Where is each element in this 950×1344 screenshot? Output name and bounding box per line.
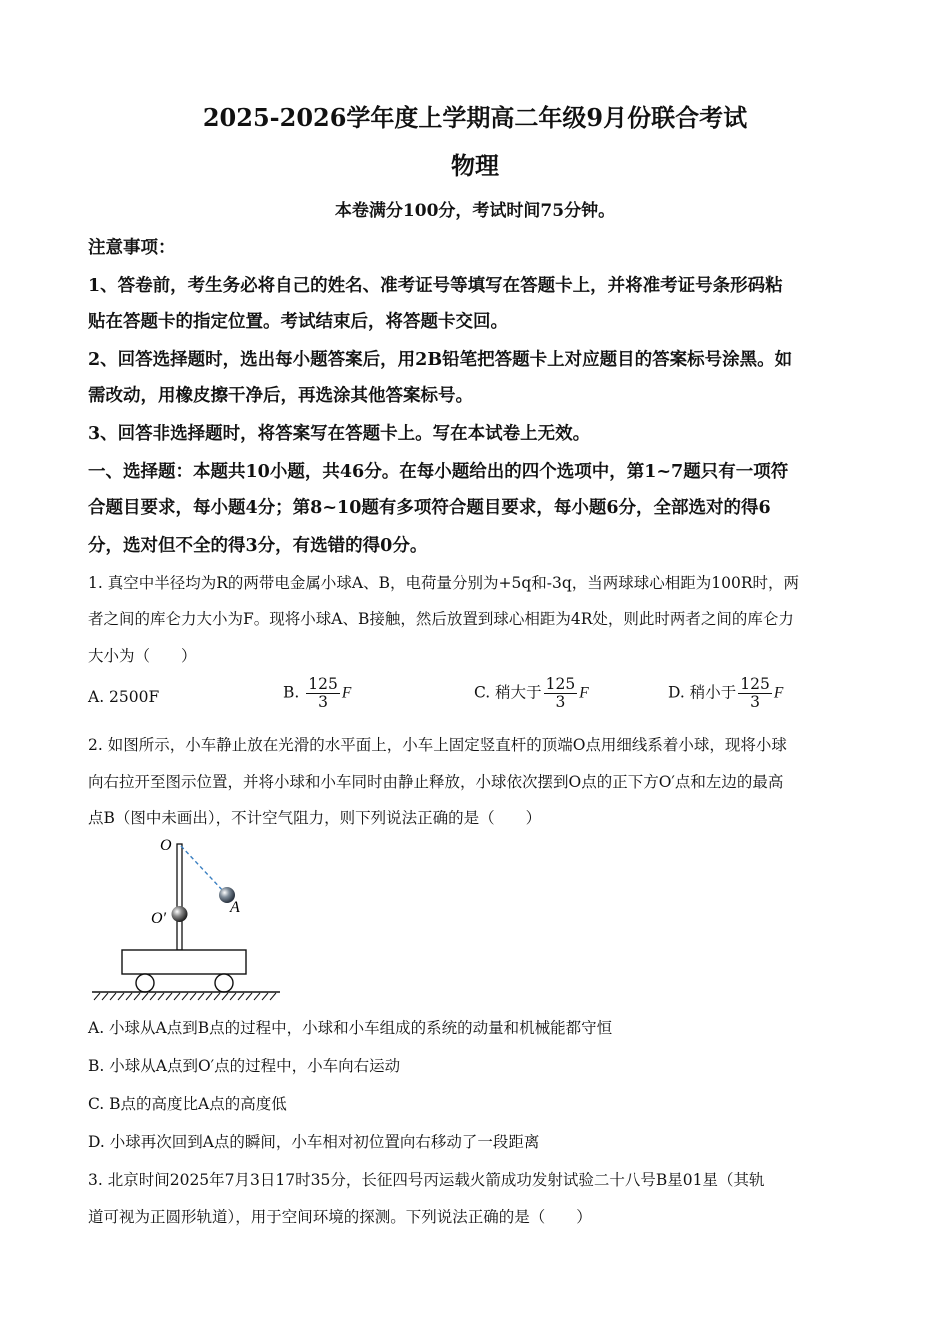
ground-hatching bbox=[94, 993, 276, 1000]
notes-heading: 注意事项： bbox=[88, 238, 176, 258]
note-3: 3、回答非选择题时，将答案写在答题卡上。写在本试卷上无效。 bbox=[88, 424, 591, 444]
q2-line-1: 2. 如图所示，小车静止放在光滑的水平面上，小车上固定竖直杆的顶端O点用细线系着小球，现将小球 bbox=[88, 736, 787, 754]
q1-option-d-prefix: D. 稍小于 bbox=[668, 683, 737, 702]
fraction-denominator: 3 bbox=[555, 693, 566, 712]
note-2-line-1: 2、回答选择题时，选出每小题答案后，用2B铅笔把答题卡上对应题目的答案标号涂黑。如 bbox=[88, 350, 793, 370]
q1-line-1: 1. 真空中半径均为R的两带电金属小球A、B，电荷量分别为+5q和-3q，当两球球心相距为100R时，两 bbox=[88, 574, 800, 592]
q1-line-2: 者之间的库仑力大小为F。现将小球A、B接触，然后放置到球心相距为4R处，则此时两者之间的库仑力 bbox=[88, 610, 794, 628]
q1-option-b bbox=[283, 676, 351, 711]
label-a: A bbox=[230, 899, 240, 916]
fraction-numerator: 125 bbox=[545, 675, 576, 693]
label-o: O bbox=[160, 837, 172, 854]
fraction-denominator: 3 bbox=[750, 693, 760, 712]
q2-option-b: B. 小球从A点到O′点的过程中，小车向右运动 bbox=[88, 1057, 401, 1075]
exam-title: 2025-2026学年度上学期高二年级9月份联合考试 bbox=[202, 103, 748, 132]
q2-line-2: 向右拉开至图示位置，并将小球和小车同时由静止释放，小球依次摆到O点的正下方O′点和左边的最高 bbox=[88, 773, 784, 791]
cart-pendulum-figure bbox=[88, 830, 288, 1005]
fraction bbox=[544, 676, 578, 711]
q2-option-c: C. B点的高度比A点的高度低 bbox=[88, 1095, 287, 1113]
fraction-denominator: 3 bbox=[318, 693, 328, 712]
score-info: 本卷满分100分，考试时间75分钟。 bbox=[334, 201, 616, 221]
section-1-line-2: 合题目要求，每小题4分；第8~10题有多项符合题目要求，每小题6分，全部选对的得6 bbox=[88, 498, 771, 518]
subject-title: 物理 bbox=[451, 151, 499, 180]
q1-line-3: 大小为（ ） bbox=[88, 647, 197, 665]
section-1-line-3: 分，选对但不全的得3分，有选错的得0分。 bbox=[88, 536, 428, 556]
q3-line-2: 道可视为正圆形轨道），用于空间环境的探测。下列说法正确的是（ ） bbox=[88, 1208, 592, 1226]
note-1-line-1: 1、答卷前，考生务必将自己的姓名、准考证号等填写在答题卡上，并将准考证号条形码粘 bbox=[88, 276, 783, 296]
vertical-rod bbox=[177, 844, 182, 950]
fraction-suffix: F bbox=[341, 684, 352, 702]
q2-line-3: 点B（图中未画出），不计空气阻力，则下列说法正确的是（ ） bbox=[88, 809, 542, 827]
ball-o-prime bbox=[172, 906, 188, 922]
q3-line-1: 3. 北京时间2025年7月3日17时35分，长征四号丙运载火箭成功发射试验二十八号B星01星（其轨 bbox=[88, 1171, 765, 1189]
cart-wheel-right bbox=[215, 974, 233, 992]
fraction bbox=[738, 676, 772, 711]
q2-option-a: A. 小球从A点到B点的过程中，小球和小车组成的系统的动量和机械能都守恒 bbox=[88, 1019, 613, 1037]
fraction-suffix: F bbox=[773, 684, 784, 702]
label-o-prime: O′ bbox=[151, 910, 167, 927]
q1-option-c bbox=[474, 676, 589, 711]
fraction bbox=[306, 676, 340, 711]
section-1-line-1: 一、选择题：本题共10小题，共46分。在每小题给出的四个选项中，第1~7题只有一项符 bbox=[88, 462, 789, 482]
note-1-line-2: 贴在答题卡的指定位置。考试结束后，将答题卡交回。 bbox=[88, 312, 508, 332]
q1-option-c-prefix: C. 稍大于 bbox=[474, 683, 542, 702]
fraction-numerator: 125 bbox=[308, 675, 338, 693]
q1-option-a: A. 2500F bbox=[88, 688, 160, 706]
note-2-line-2: 需改动，用橡皮擦干净后，再选涂其他答案标号。 bbox=[88, 386, 473, 406]
cart-body bbox=[122, 950, 246, 974]
q2-option-d: D. 小球再次回到A点的瞬间，小车相对初位置向右移动了一段距离 bbox=[88, 1133, 540, 1151]
fraction-numerator: 125 bbox=[740, 675, 770, 693]
fraction-suffix: F bbox=[579, 684, 589, 702]
pendulum-string bbox=[181, 846, 225, 893]
q1-option-b-prefix: B. bbox=[283, 683, 305, 702]
q1-option-d bbox=[668, 676, 783, 711]
cart-wheel-left bbox=[136, 974, 154, 992]
